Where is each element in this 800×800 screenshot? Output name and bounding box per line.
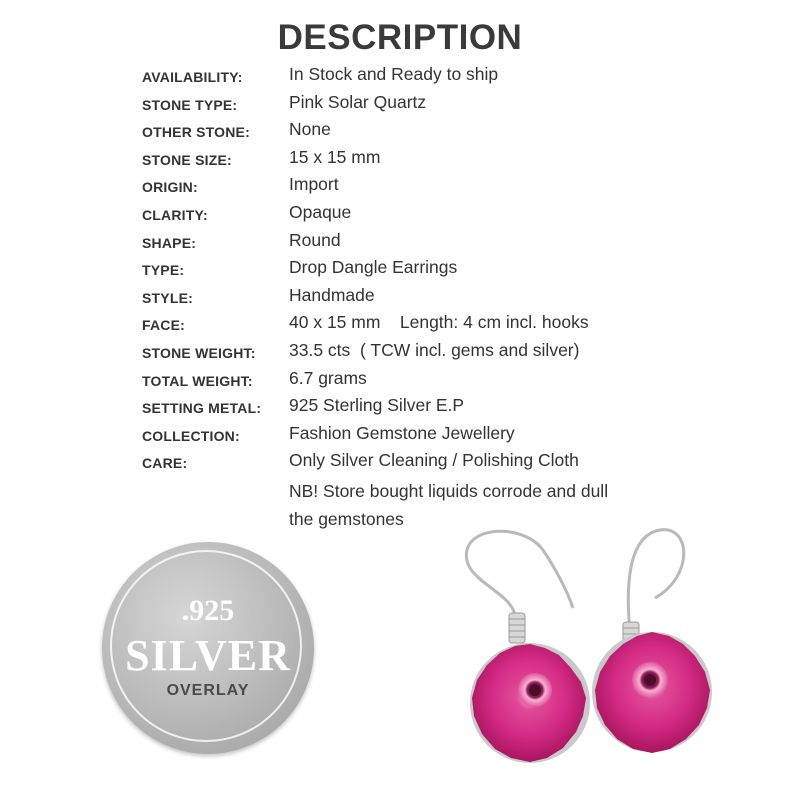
- right-stone: [592, 632, 712, 753]
- spec-label: STYLE:: [142, 289, 193, 306]
- spec-row: [142, 202, 782, 230]
- spec-row: [142, 395, 782, 423]
- spec-label: STONE TYPE:: [142, 96, 238, 113]
- spec-row: [142, 257, 782, 285]
- left-ear-hook: [466, 531, 573, 615]
- spec-row: [142, 423, 782, 451]
- spec-row: [142, 312, 782, 340]
- spec-value: None: [289, 119, 331, 140]
- care-note-line1: NB! Store bought liquids corrode and dull: [289, 481, 609, 501]
- spec-row: [142, 119, 782, 147]
- spec-value: 925 Sterling Silver E.P: [289, 395, 465, 416]
- spec-label: CLARITY:: [142, 206, 208, 223]
- spec-row: [142, 230, 782, 258]
- spec-row: [142, 147, 782, 175]
- spec-label: TYPE:: [142, 262, 185, 279]
- spec-label: COLLECTION:: [142, 427, 240, 444]
- page-title: DESCRIPTION: [277, 18, 523, 57]
- spec-label: FACE:: [142, 317, 185, 334]
- spec-row: [142, 92, 782, 120]
- spec-label: OTHER STONE:: [142, 124, 250, 141]
- spec-row: [142, 174, 782, 202]
- spec-value: Opaque: [289, 201, 352, 222]
- right-ear-hook: [628, 530, 683, 632]
- spec-label: AVAILABILITY:: [142, 69, 243, 85]
- spec-value: 15 x 15 mm: [289, 146, 381, 167]
- left-stone: [470, 643, 590, 763]
- spec-label: SETTING METAL:: [142, 400, 262, 417]
- spec-value: Pink Solar Quartz: [289, 91, 427, 112]
- spec-label: STONE SIZE:: [142, 151, 232, 168]
- spec-value: In Stock and Ready to ship: [289, 64, 499, 84]
- spec-row: [142, 450, 782, 478]
- spec-label: STONE WEIGHT:: [142, 344, 256, 361]
- badge-overlay: OVERLAY: [166, 682, 250, 699]
- spec-label: ORIGIN:: [142, 179, 198, 196]
- spec-value: 6.7 grams: [289, 367, 367, 388]
- spec-value: 40 x 15 mm Length: 4 cm incl. hooks: [289, 312, 589, 333]
- spec-row: [142, 340, 782, 368]
- spec-row: [142, 368, 782, 396]
- spec-value: Fashion Gemstone Jewellery: [289, 422, 515, 443]
- left-coil: [509, 613, 525, 643]
- spec-value: 33.5 cts ( TCW incl. gems and silver): [289, 339, 580, 360]
- spec-row: [142, 64, 782, 92]
- badge-silver: SILVER: [125, 631, 291, 680]
- spec-table: [142, 64, 782, 478]
- spec-label: CARE:: [142, 455, 188, 472]
- spec-label: TOTAL WEIGHT:: [142, 372, 253, 389]
- spec-value: Import: [289, 174, 339, 195]
- spec-label: SHAPE:: [142, 234, 197, 251]
- spec-value: Drop Dangle Earrings: [289, 257, 458, 278]
- badge-purity: .925: [181, 594, 235, 627]
- spec-value: Round: [289, 229, 341, 250]
- spec-value: Handmade: [289, 284, 375, 305]
- spec-value: Only Silver Cleaning / Polishing Cloth: [289, 450, 579, 471]
- silver-overlay-badge: [102, 542, 314, 754]
- care-note-line2: the gemstones: [289, 509, 404, 529]
- earrings-photo: [455, 520, 730, 780]
- spec-row: [142, 285, 782, 313]
